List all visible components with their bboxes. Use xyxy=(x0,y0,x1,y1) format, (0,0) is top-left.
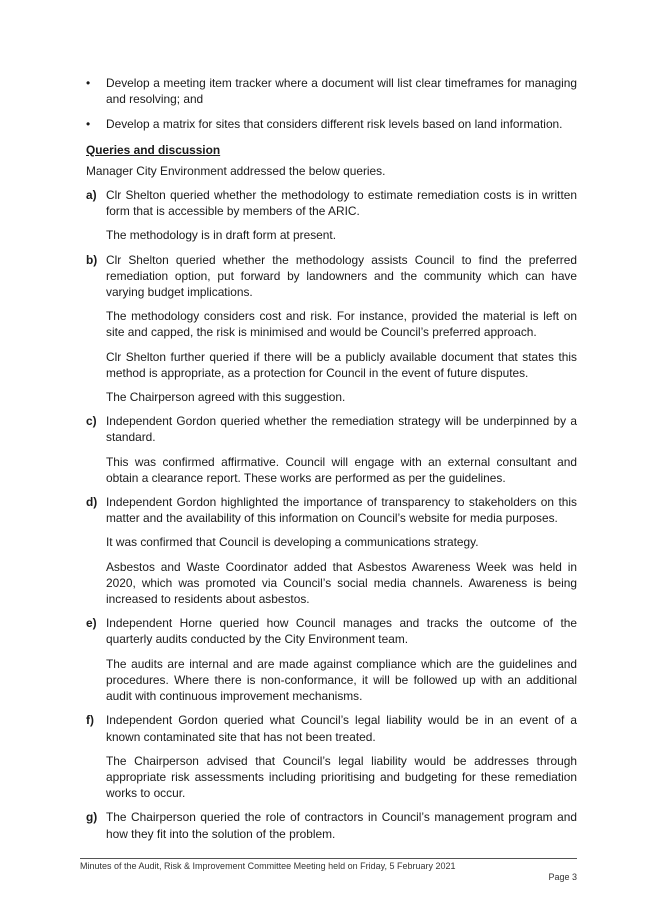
response-text: The methodology is in draft form at present. xyxy=(106,228,336,243)
query-item-b xyxy=(86,252,577,406)
query-text: Independent Gordon queried whether the remediation strategy will be underpinned by a standard. xyxy=(106,414,577,445)
query-text: Independent Horne queried how Council manages and tracks the outcome of the quarterly audits conducted by the City Environment team. xyxy=(106,616,577,647)
bullet-dot: • xyxy=(86,76,91,90)
query-text: Clr Shelton queried whether the methodology assists Council to find the preferred remediation option, put forward by landowners and the community which can have varying budget implications. xyxy=(106,252,577,300)
item-letter: a) xyxy=(86,188,97,203)
query-item-e xyxy=(86,615,577,704)
item-letter: g) xyxy=(86,810,98,825)
response-text: Clr Shelton further queried if there will be a publicly available document that states this method is appropriate, as a protection for Council in the event of future disputes. xyxy=(106,349,577,380)
response-text: Asbestos and Waste Coordinator added that Asbestos Awareness Week was held in 2020, which was promoted via Council’s social media channels. Awareness is being increased to residents about asbestos. xyxy=(106,559,577,607)
footer-divider xyxy=(80,858,577,859)
item-letter: c) xyxy=(86,414,97,429)
bullet-item xyxy=(86,75,577,107)
response-text: This was confirmed affirmative. Council will engage with an external consultant and obtain a clearance report. These works are performed as per the guidelines. xyxy=(106,454,577,485)
query-item-a xyxy=(86,187,577,244)
query-item-g xyxy=(86,809,577,841)
response-text: The methodology considers cost and risk. For instance, provided the material is left on site and capped, the risk is minimised and would be Council’s preferred approach. xyxy=(106,309,577,340)
query-text: Independent Gordon highlighted the importance of transparency to stakeholders on this matter and the availability of this information on Council’s website for media purposes. xyxy=(106,495,577,526)
response-text: The audits are internal and are made against compliance which are the guidelines and procedures. Where there is non-conformance, it will be followed up with an additional audit with continuous improvement mechanisms. xyxy=(106,656,577,704)
section-heading: Queries and discussion xyxy=(86,142,221,157)
page-number: Page 3 xyxy=(548,872,577,882)
page-content xyxy=(86,75,577,850)
bullet-dot: • xyxy=(86,117,91,132)
query-item-c xyxy=(86,413,577,486)
footer-text: Minutes of the Audit, Risk & Improvement Committee Meeting held on Friday, 5 February 2021 xyxy=(80,861,456,871)
bullet-item xyxy=(86,116,577,132)
query-text: Independent Gordon queried what Council’s legal liability would be in an event of a known contaminated site that has not been treated. xyxy=(106,713,577,744)
response-text: The Chairperson advised that Council’s legal liability would be addresses through appropriate risk assessments including prioritising and budgeting for these remediation works to occur. xyxy=(106,753,577,801)
query-item-d xyxy=(86,494,577,607)
item-letter: b) xyxy=(86,252,98,267)
query-text: Clr Shelton queried whether the methodology to estimate remediation costs is in written form that is accessible by members of the ARIC. xyxy=(106,188,577,219)
bullet-text: Develop a matrix for sites that considers different risk levels based on land information. xyxy=(106,117,563,132)
item-letter: d) xyxy=(86,495,98,510)
response-text: The Chairperson agreed with this suggestion. xyxy=(106,390,346,405)
intro-paragraph: Manager City Environment addressed the below queries. xyxy=(86,163,386,178)
query-text: The Chairperson queried the role of contractors in Council’s management program and how they fit into the solution of the problem. xyxy=(106,810,577,841)
item-letter: f) xyxy=(86,713,94,728)
query-item-f xyxy=(86,712,577,801)
bullet-text: Develop a meeting item tracker where a document will list clear timeframes for managing and resolving; and xyxy=(106,76,577,107)
item-letter: e) xyxy=(86,616,97,631)
response-text: It was confirmed that Council is developing a communications strategy. xyxy=(106,535,479,550)
